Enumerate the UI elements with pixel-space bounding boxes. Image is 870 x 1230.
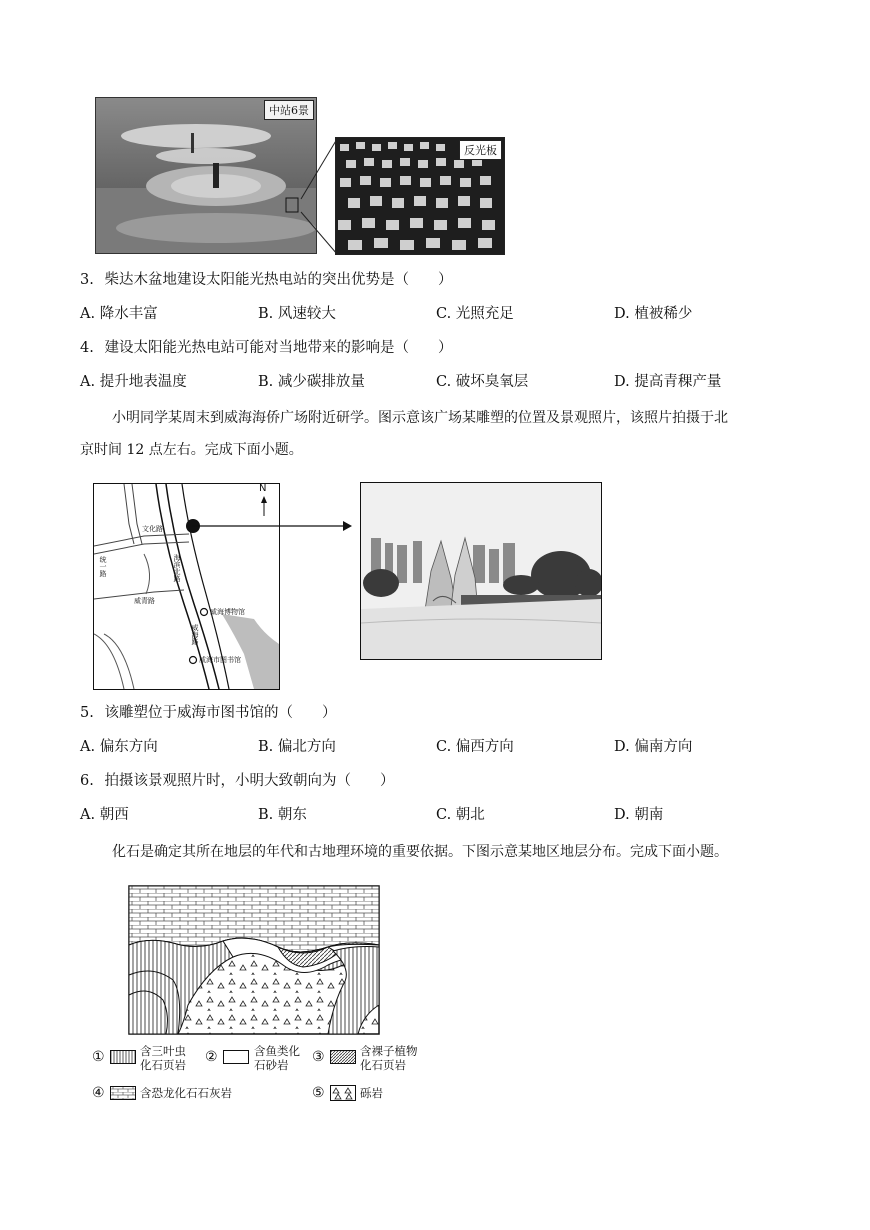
question-text: 该雕塑位于威海市图书馆的（ ） bbox=[104, 705, 337, 721]
road-label: 威青路 bbox=[134, 597, 155, 605]
legend-swatch-brick bbox=[110, 1086, 136, 1100]
solar-station-photo-graphic bbox=[96, 98, 316, 253]
sculpture-photo bbox=[360, 482, 602, 660]
zoom-connector-lines bbox=[295, 137, 340, 257]
solar-station-photo bbox=[95, 97, 317, 254]
map-graphic bbox=[94, 484, 279, 689]
question-text: 拍摄该景观照片时，小明大致朝向为（ ） bbox=[104, 773, 395, 789]
map-to-photo-arrow bbox=[190, 518, 360, 534]
option-a[interactable]: A. 偏东方向 bbox=[80, 739, 158, 755]
option-b[interactable]: B. 偏北方向 bbox=[258, 739, 336, 755]
legend-swatch-triangles bbox=[330, 1085, 356, 1101]
intro-paragraph-strata: 化石是确定其所在地层的年代和古地理环境的重要依据。下图示意某地区地层分布。完成下面小题。 bbox=[112, 844, 728, 860]
option-a[interactable]: A. 提升地表温度 bbox=[80, 374, 187, 390]
strata-legend bbox=[92, 1046, 422, 1106]
legend-swatch-diagonal bbox=[330, 1050, 356, 1064]
question-number: 5. bbox=[80, 705, 94, 721]
strata-graphic bbox=[128, 885, 380, 1035]
option-d[interactable]: D. 偏南方向 bbox=[614, 739, 693, 755]
option-c[interactable]: C. 偏西方向 bbox=[436, 739, 514, 755]
question-3 bbox=[80, 270, 452, 290]
location-map bbox=[93, 483, 280, 690]
reflector-zoom-photo bbox=[335, 137, 505, 255]
legend-swatch-blank bbox=[223, 1050, 249, 1064]
legend-text: 含恐龙化石石灰岩 bbox=[140, 1086, 232, 1100]
legend-number: ② bbox=[205, 1049, 218, 1065]
legend-number: ④ bbox=[92, 1085, 105, 1101]
legend-swatch-vlines bbox=[110, 1050, 136, 1064]
road-label: 文化路 bbox=[142, 525, 163, 533]
legend-text: 砾岩 bbox=[360, 1086, 383, 1100]
strata-cross-section bbox=[128, 885, 380, 1035]
option-c[interactable]: C. 光照充足 bbox=[436, 306, 514, 322]
intro-paragraph-line1: 小明同学某周末到威海海侨广场附近研学。图示意该广场某雕塑的位置及景观照片，该照片拍摄于北 bbox=[112, 410, 728, 426]
legend-text: 含三叶虫 化石页岩 bbox=[140, 1044, 186, 1072]
question-6 bbox=[80, 771, 394, 791]
option-b[interactable]: B. 减少碳排放量 bbox=[258, 374, 365, 390]
option-d[interactable]: D. 提高青稞产量 bbox=[614, 374, 722, 390]
legend-item-5 bbox=[312, 1082, 356, 1101]
road-label: 威海路 bbox=[191, 624, 199, 645]
legend-item-1 bbox=[92, 1046, 136, 1065]
poi-library-label: 威海市图书馆 bbox=[199, 656, 241, 664]
question-number: 4. bbox=[80, 340, 94, 356]
intro-paragraph-line2: 京时间 12 点左右。完成下面小题。 bbox=[80, 442, 303, 458]
legend-text: 含鱼类化 石砂岩 bbox=[254, 1044, 300, 1072]
road-label: 统一路 bbox=[99, 556, 107, 577]
road-label: 海滨北路 bbox=[173, 554, 181, 582]
legend-number: ① bbox=[92, 1049, 105, 1065]
legend-item-2 bbox=[205, 1046, 249, 1065]
legend-number: ③ bbox=[312, 1049, 325, 1065]
question-5 bbox=[80, 703, 336, 723]
sculpture-photo-graphic bbox=[361, 483, 601, 659]
photo-label-zoom: 反光板 bbox=[459, 140, 502, 160]
question-number: 6. bbox=[80, 773, 94, 789]
option-b[interactable]: B. 风速较大 bbox=[258, 306, 336, 322]
option-a[interactable]: A. 降水丰富 bbox=[80, 306, 158, 322]
poi-museum-label: 威海博物馆 bbox=[210, 608, 245, 616]
north-label: N bbox=[259, 483, 267, 494]
legend-item-4 bbox=[92, 1082, 136, 1101]
question-4 bbox=[80, 338, 452, 358]
option-d[interactable]: D. 朝南 bbox=[614, 807, 664, 823]
legend-number: ⑤ bbox=[312, 1085, 325, 1101]
legend-item-3 bbox=[312, 1046, 356, 1065]
option-d[interactable]: D. 植被稀少 bbox=[614, 306, 693, 322]
question-text: 建设太阳能光热电站可能对当地带来的影响是（ ） bbox=[104, 340, 453, 356]
option-b[interactable]: B. 朝东 bbox=[258, 807, 307, 823]
photo-label-main: 中站6景 bbox=[264, 100, 314, 120]
option-c[interactable]: C. 朝北 bbox=[436, 807, 485, 823]
question-number: 3. bbox=[80, 272, 94, 288]
option-c[interactable]: C. 破坏臭氧层 bbox=[436, 374, 529, 390]
question-text: 柴达木盆地建设太阳能光热电站的突出优势是（ ） bbox=[104, 272, 453, 288]
legend-text: 含裸子植物 化石页岩 bbox=[360, 1044, 418, 1072]
option-a[interactable]: A. 朝西 bbox=[80, 807, 129, 823]
